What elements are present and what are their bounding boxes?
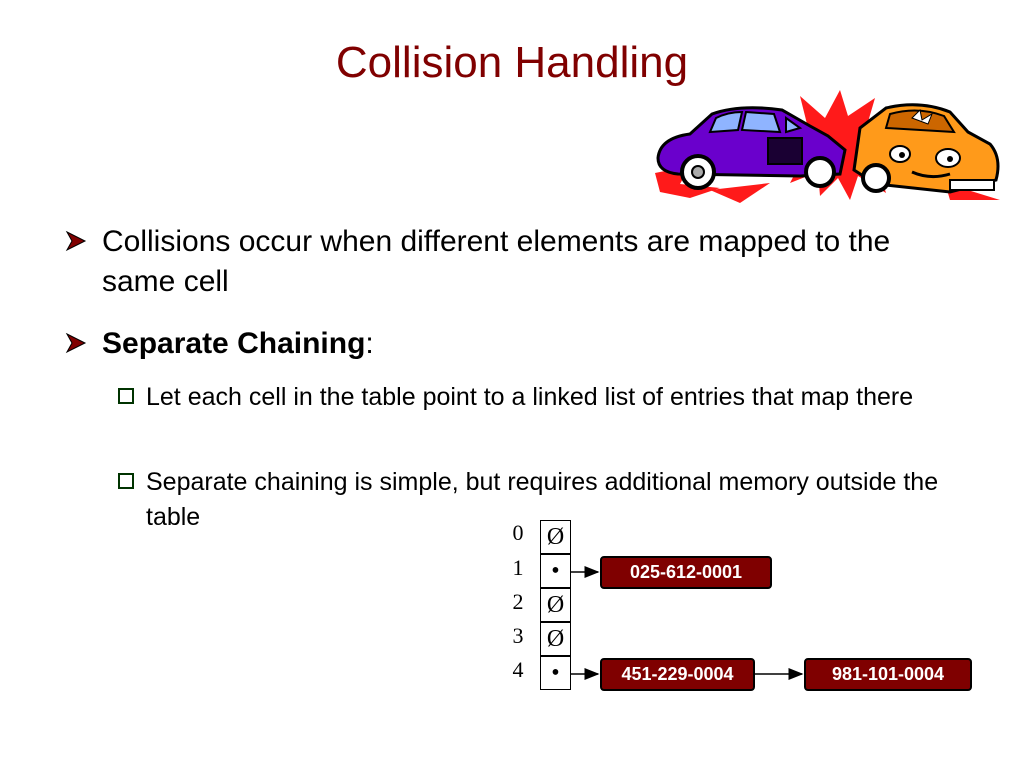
bullet-heading-colon: : [365,327,374,360]
slide-title: Collision Handling [335,38,689,87]
table-index: 3 [512,623,524,648]
table-cell: • [540,554,571,588]
table-index: 4 [512,657,524,682]
bullet-text: Collisions occur when different elements are mapped to the same cell [102,225,891,298]
table-cell: Ø [540,520,571,554]
orange-car [854,105,998,192]
table-index: 2 [512,589,524,614]
bullet-heading: Separate Chaining [102,327,366,360]
table-index: 0 [512,520,524,545]
table-cell: • [540,656,571,690]
checkbox-bullet-icon [118,388,134,404]
list-node: 981-101-0004 [804,658,972,691]
arrow-bullet-icon [65,332,87,354]
hash-table-diagram [500,518,980,698]
checkbox-bullet-icon [118,473,134,489]
table-index: 1 [512,555,524,580]
subbullet-text: Let each cell in the table point to a linked list of entries that map there [146,383,914,411]
subbullet-text: Separate chaining is simple, but requires additional memory outside the table [146,468,939,531]
table-cell: Ø [540,588,571,622]
list-node: 451-229-0004 [600,658,755,691]
list-node: 025-612-0001 [600,556,772,589]
car-crash-clipart [650,88,1005,213]
arrow-bullet-icon [65,230,87,252]
table-cell: Ø [540,622,571,656]
